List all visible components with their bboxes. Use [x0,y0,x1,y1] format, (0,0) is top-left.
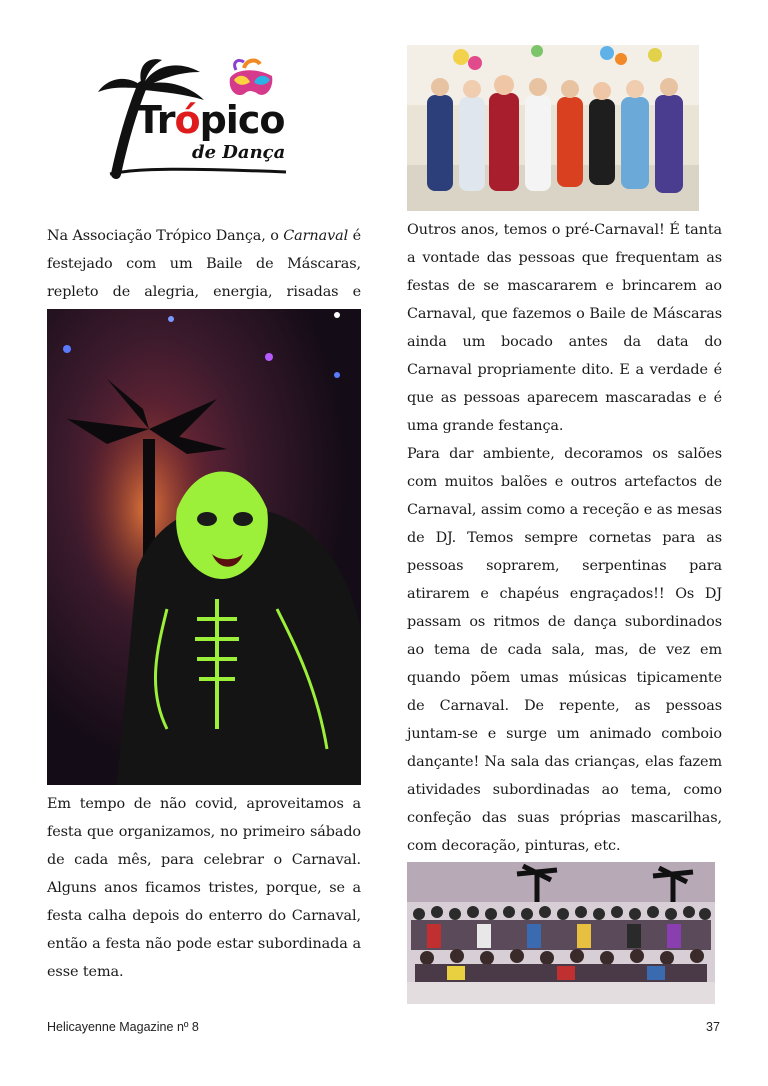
intro-paragraph: Na Associação Trópico Dança, o Carnaval é festejado com um Baile de Máscaras, repleto de alegria, energia, risadas e [47,228,362,300]
group-photo [407,862,715,1004]
carnaval-italic: Carnaval [283,228,349,244]
green-mask-costume-photo [47,309,361,785]
magazine-footer: Helicayenne Magazine nº 8 [47,1020,199,1034]
logo-tagline: de Dança [192,142,286,163]
carnival-mask-icon [230,60,273,95]
covid-paragraph: Em tempo de não covid, aproveitamos a festa que organizamos, no primeiro sábado de cada mês, para celebrar o Carnaval. Alguns anos ficamos tristes, porque, se a festa calha depois do enterro do Carnaval, então a festa não pode estar subordinada a esse tema. [47,796,361,980]
tropico-danca-logo [96,56,292,180]
decoration-paragraph: Para dar ambiente, decoramos os salões com muitos balões e outros artefactos de Carnaval, assim como a receção e as mesas de DJ. Temos sempre cornetas para as pessoas soprarem, serpentinas para atirarem e chapéus engraçados!! Os DJ passam os ritmos de dança subordinados ao tema de cada sala, mas, de vez em quando põem umas músicas tipicamente de Carnaval. De repente, as pessoas juntam-se e surge um animado comboio dançante! Na sala das crianças, elas fazem atividades subordinadas ao tema, como confeção das suas próprias mascarilhas, com decoração, pinturas, etc. [407,446,722,854]
page-number: 37 [706,1020,720,1034]
costume-party-photo [407,45,699,211]
right-column-text [407,216,722,860]
logo-wordmark: Trópico [136,98,285,142]
pre-carnaval-paragraph: Outros anos, temos o pré-Carnaval! É tanta a vontade das pessoas que frequentam as festas de se mascararem e brincarem ao Carnaval, que fazemos o Baile de Máscaras ainda um bocado antes da data do Carnaval propriamente dito. E a verdade é que as pessoas aparecem mascaradas e é uma grande festança. [407,222,722,434]
